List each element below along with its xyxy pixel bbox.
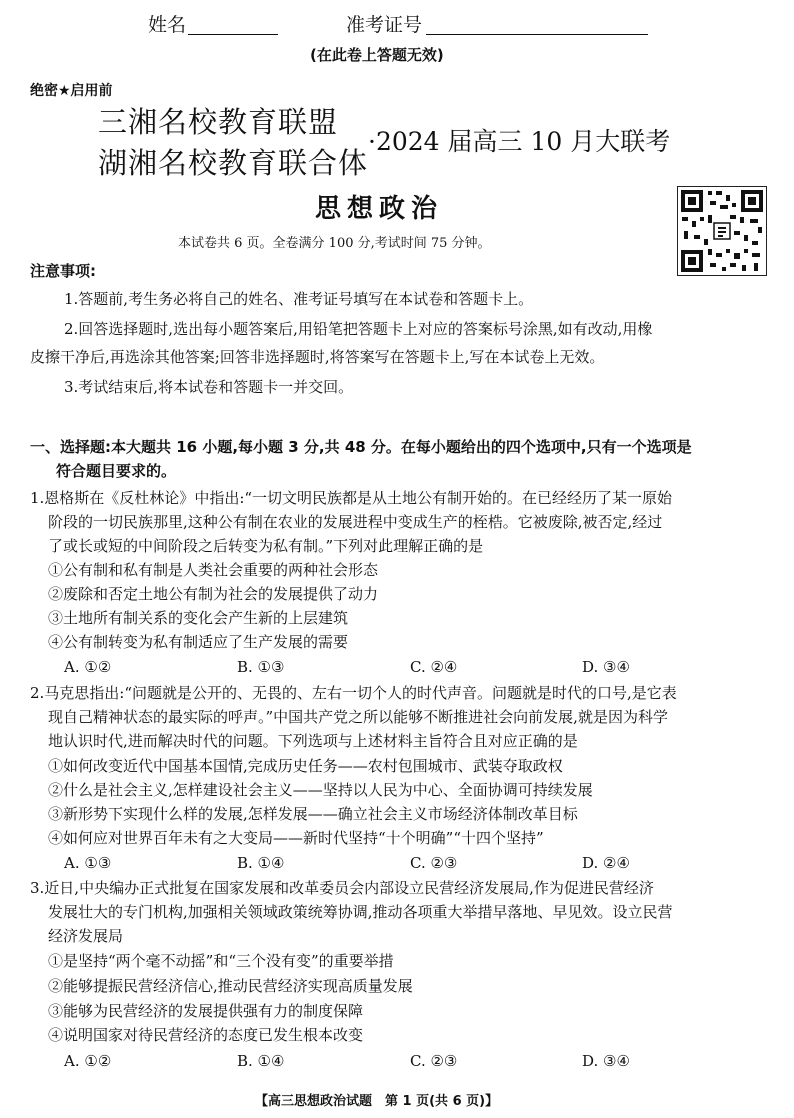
notice-item: 皮擦干净后,再选涂其他答案;回答非选择题时,将答案写在答题卡上,写在本试卷上无效。 <box>30 348 605 366</box>
subject-title: 思想政治 <box>315 194 444 224</box>
name-label: 姓名 <box>148 14 187 36</box>
q3-option-c[interactable]: C. ②③ <box>410 1052 458 1070</box>
q1-stem: 了或长或短的中间阶段之后转变为私有制。”下列对此理解正确的是 <box>48 537 484 555</box>
q2-option-c[interactable]: C. ②③ <box>410 854 458 872</box>
q3-stem: 发展壮大的专门机构,加强相关领域政策统筹协调,推动各项重大举措早落地、早见效。设立民营 <box>48 903 673 921</box>
q3-stem: 3.近日,中央编办正式批复在国家发展和改革委员会内部设立民营经济发展局,作为促进民营经济 <box>30 879 654 897</box>
q1-option-c[interactable]: C. ②④ <box>410 658 458 676</box>
union-name-1: 三湘名校教育联盟 <box>98 105 339 139</box>
section-heading-cont: 符合题目要求的。 <box>56 462 177 480</box>
q1-stem: 阶段的一切民族那里,这种公有制在农业的发展进程中变成生产的桎梏。它被废除,被否定,经过 <box>48 513 663 531</box>
q3-item: ①是坚持“两个毫不动摇”和“三个没有变”的重要举措 <box>48 952 394 970</box>
q1-option-b[interactable]: B. ①③ <box>237 658 285 676</box>
q2-option-a[interactable]: A. ①③ <box>64 854 112 872</box>
qr-code-icon <box>677 186 767 276</box>
q1-item: ③土地所有制关系的变化会产生新的上层建筑 <box>48 609 349 627</box>
q3-option-d[interactable]: D. ③④ <box>582 1052 630 1070</box>
q2-item: ①如何改变近代中国基本国情,完成历史任务——农村包围城市、武装夺取政权 <box>48 757 563 775</box>
q3-option-a[interactable]: A. ①② <box>64 1052 112 1070</box>
q1-item: ①公有制和私有制是人类社会重要的两种社会形态 <box>48 561 379 579</box>
q1-item: ④公有制转变为私有制适应了生产发展的需要 <box>48 633 349 651</box>
q1-stem: 1.恩格斯在《反杜林论》中指出:“一切文明民族都是从土地公有制开始的。在已经经历了某一原始 <box>30 489 673 507</box>
id-blank[interactable] <box>426 12 648 35</box>
q3-option-b[interactable]: B. ①④ <box>237 1052 285 1070</box>
q3-item: ④说明国家对待民营经济的态度已发生根本改变 <box>48 1026 364 1044</box>
name-blank[interactable] <box>188 12 278 35</box>
q2-item: ③新形势下实现什么样的发展,怎样发展——确立社会主义市场经济体制改革目标 <box>48 805 578 823</box>
union-name-2: 湖湘名校教育联合体 <box>98 146 369 180</box>
q2-item: ②什么是社会主义,怎样建设社会主义——坚持以人民为中心、全面协调可持续发展 <box>48 781 593 799</box>
notice-item: 1.答题前,考生务必将自己的姓名、准考证号填写在本试卷和答题卡上。 <box>64 290 534 308</box>
exam-info: 本试卷共 6 页。全卷满分 100 分,考试时间 75 分钟。 <box>178 236 491 251</box>
q3-item: ②能够提振民营经济信心,推动民营经济实现高质量发展 <box>48 977 413 995</box>
q1-item: ②废除和否定土地公有制为社会的发展提供了动力 <box>48 585 379 603</box>
id-label: 准考证号 <box>346 14 423 36</box>
section-heading: 一、选择题:本大题共 16 小题,每小题 3 分,共 48 分。在每小题给出的四个选项中,只有一个选项是 <box>30 438 692 456</box>
page-footer: 【高三思想政治试题 第 1 页(共 6 页)】 <box>255 1094 499 1109</box>
q2-stem: 2.马克思指出:“问题就是公开的、无畏的、左右一切个人的时代声音。问题就是时代的口号,是它表 <box>30 684 677 702</box>
q2-item: ④如何应对世界百年未有之大变局——新时代坚持“十个明确”“十四个坚持” <box>48 829 544 847</box>
q3-item: ③能够为民营经济的发展提供强有力的制度保障 <box>48 1002 364 1020</box>
exam-title: ·2024 届高三 10 月大联考 <box>368 127 671 156</box>
secret-label: 绝密★启用前 <box>30 83 113 99</box>
q1-option-d[interactable]: D. ③④ <box>582 658 630 676</box>
q1-option-a[interactable]: A. ①② <box>64 658 112 676</box>
notice-title: 注意事项: <box>30 262 96 280</box>
q2-option-b[interactable]: B. ①④ <box>237 854 285 872</box>
q2-stem: 地认识时代,进而解决时代的问题。下列选项与上述材料主旨符合且对应正确的是 <box>48 732 578 750</box>
q2-option-d[interactable]: D. ②④ <box>582 854 630 872</box>
notice-item: 3.考试结束后,将本试卷和答题卡一并交回。 <box>64 378 354 396</box>
q2-stem: 现自己精神状态的最实际的呼声。”中国共产党之所以能够不断推进社会向前发展,就是因为科学 <box>48 708 668 726</box>
invalid-note: (在此卷上答题无效) <box>310 46 444 64</box>
notice-item: 2.回答选择题时,选出每小题答案后,用铅笔把答题卡上对应的答案标号涂黑,如有改动,用橡 <box>64 320 653 338</box>
q3-stem: 经济发展局 <box>48 927 124 945</box>
